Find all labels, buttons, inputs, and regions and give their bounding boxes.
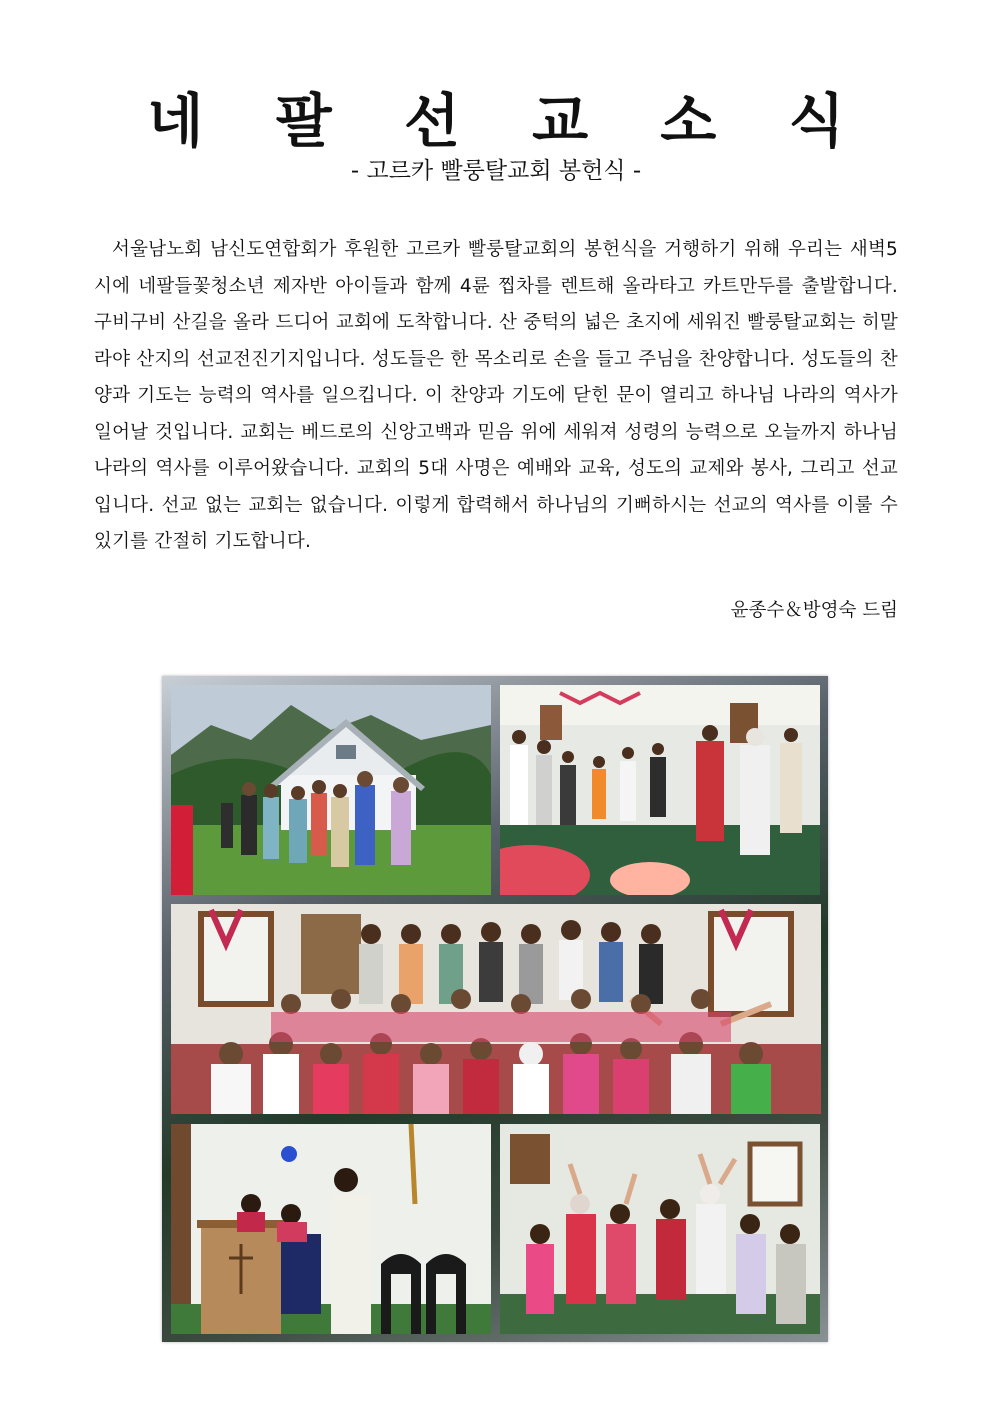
page-subtitle: - 고르카 빨룽탈교회 봉헌식 - bbox=[350, 158, 642, 184]
photo-pulpit bbox=[171, 1124, 491, 1334]
photo-church-exterior bbox=[171, 685, 491, 895]
photo-congregation-group bbox=[171, 904, 821, 1114]
photo-hands-raised bbox=[500, 1124, 820, 1334]
signature: 윤종수＆방영숙 드림 bbox=[730, 600, 898, 621]
body-paragraph: 서울남노회 남신도연합회가 후원한 고르카 빨룽탈교회의 봉헌식을 거행하기 위해 우리는 새벽5시에 네팔들꽃청소년 제자반 아이들과 함께 4륜 찝차를 렌트해 올라타고 카트만두를 출발합니다. 구비구비 산길을 올라 드디어 교회에 도착합니다. 산 중턱의 넓은 초지에 세워진 빨룽탈교회는 히말라야 산지의 선교전진기지입니다. 성도들은 한 목소리로 손을 들고 주님을 찬양합니다. 성도들의 찬양과 기도는 능력의 역사를 일으킵니다. 이 찬양과 기도에 닫힌 문이 열리고 하나님 나라의 역사가 일어날 것입니다. 교회는 베드로의 신앙고백과 믿음 위에 세워져 성령의 능력으로 오늘까지 하나님 나라의 역사를 이루어왔습니다. 교회의 5대 사명은 예배와 교육, 성도의 교제와 봉사, 그리고 선교입니다. 선교 없는 교회는 없습니다. 이렇게 합력해서 하나님의 기뻐하시는 선교의 역사를 이룰 수 있기를 간절히 기도합니다. bbox=[94, 239, 898, 552]
photo-collage bbox=[162, 676, 828, 1342]
page-title: 네 팔 선 교 소 식 bbox=[147, 87, 871, 155]
photo-worship-interior bbox=[500, 685, 820, 895]
